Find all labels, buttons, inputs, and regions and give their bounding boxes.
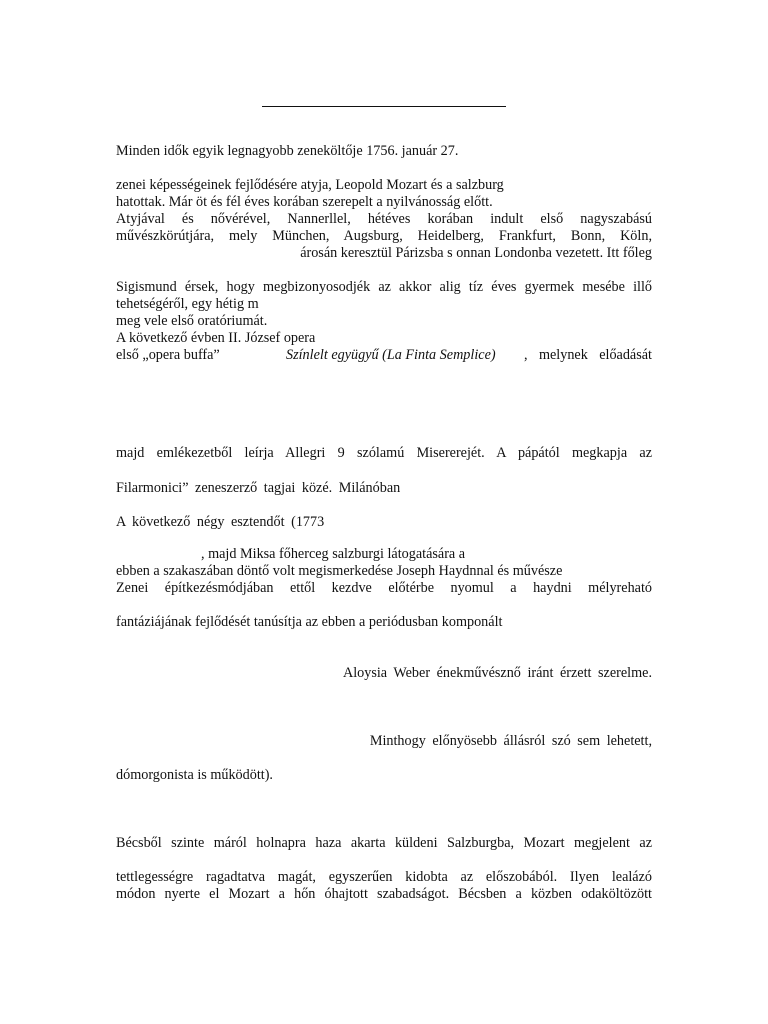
text-line: , majd Miksa főherceg salzburgi látogatására a xyxy=(201,546,466,562)
text-line: Zenei építkezésmódjában ettől kezdve előtérbe nyomul a haydni mélyreható xyxy=(116,580,652,596)
text-line: Minthogy előnyösebb állásról szó sem lehetett, xyxy=(369,733,652,749)
text-line: művészkörútjára, mely München, Augsburg, Heidelberg, Frankfurt, Bonn, Köln, xyxy=(116,228,652,244)
text-line: hatottak. Már öt és fél éves korában szerepelt a nyilvánosság előtt. xyxy=(116,194,493,210)
text-line: Minden idők egyik legnagyobb zeneköltője 1756. január 27. xyxy=(116,143,459,159)
text-line: Filarmonici” zeneszerző tagjai közé. Milánóban xyxy=(116,480,401,496)
text-line: tettlegességre ragadtatva magát, egyszerűen kidobta az előszobából. Ilyen lealázó xyxy=(116,869,652,885)
text-line: A következő négy esztendőt (1773 xyxy=(116,514,325,530)
text-line: tehetségéről, egy hétig m xyxy=(116,296,259,312)
title-rule xyxy=(262,106,506,107)
text-line: Bécsből szinte máról holnapra haza akarta küldeni Salzburgba, Mozart megjelent az xyxy=(116,835,652,851)
text-line: meg vele első oratóriumát. xyxy=(116,313,268,329)
text-line: Atyjával és nővérével, Nannerllel, hétéves korában indult első nagyszabású xyxy=(116,211,652,227)
text-line: , melynek előadását xyxy=(524,347,652,363)
text-line: első „opera buffa” xyxy=(116,347,220,363)
text-line: módon nyerte el Mozart a hőn óhajtott szabadságot. Bécsben a közben odaköltözött xyxy=(116,886,652,902)
text-line: Sigismund érsek, hogy megbizonyosodjék az akkor alig tíz éves gyermek mesébe illő xyxy=(116,279,652,295)
text-line: dómorgonista is működött). xyxy=(116,767,273,783)
text-line: ebben a szakaszában döntő volt megismerkedése Joseph Haydnnal és művésze xyxy=(116,563,563,579)
text-line: majd emlékezetből leírja Allegri 9 szólamú Misererejét. A pápától megkapja az xyxy=(116,445,652,461)
text-line: A következő évben II. József opera xyxy=(116,330,316,346)
text-line: árosán keresztül Párizsba s onnan Londonba vezetett. Itt főleg xyxy=(300,245,652,261)
text-line: zenei képességeinek fejlődésére atyja, Leopold Mozart és a salzburg xyxy=(116,177,504,193)
text-line-italic-title: Színlelt együgyű (La Finta Semplice) xyxy=(286,347,496,363)
text-line: fantáziájának fejlődését tanúsítja az ebben a periódusban komponált xyxy=(116,614,503,630)
text-line: Aloysia Weber énekművésznő iránt érzett szerelme. xyxy=(342,665,652,681)
